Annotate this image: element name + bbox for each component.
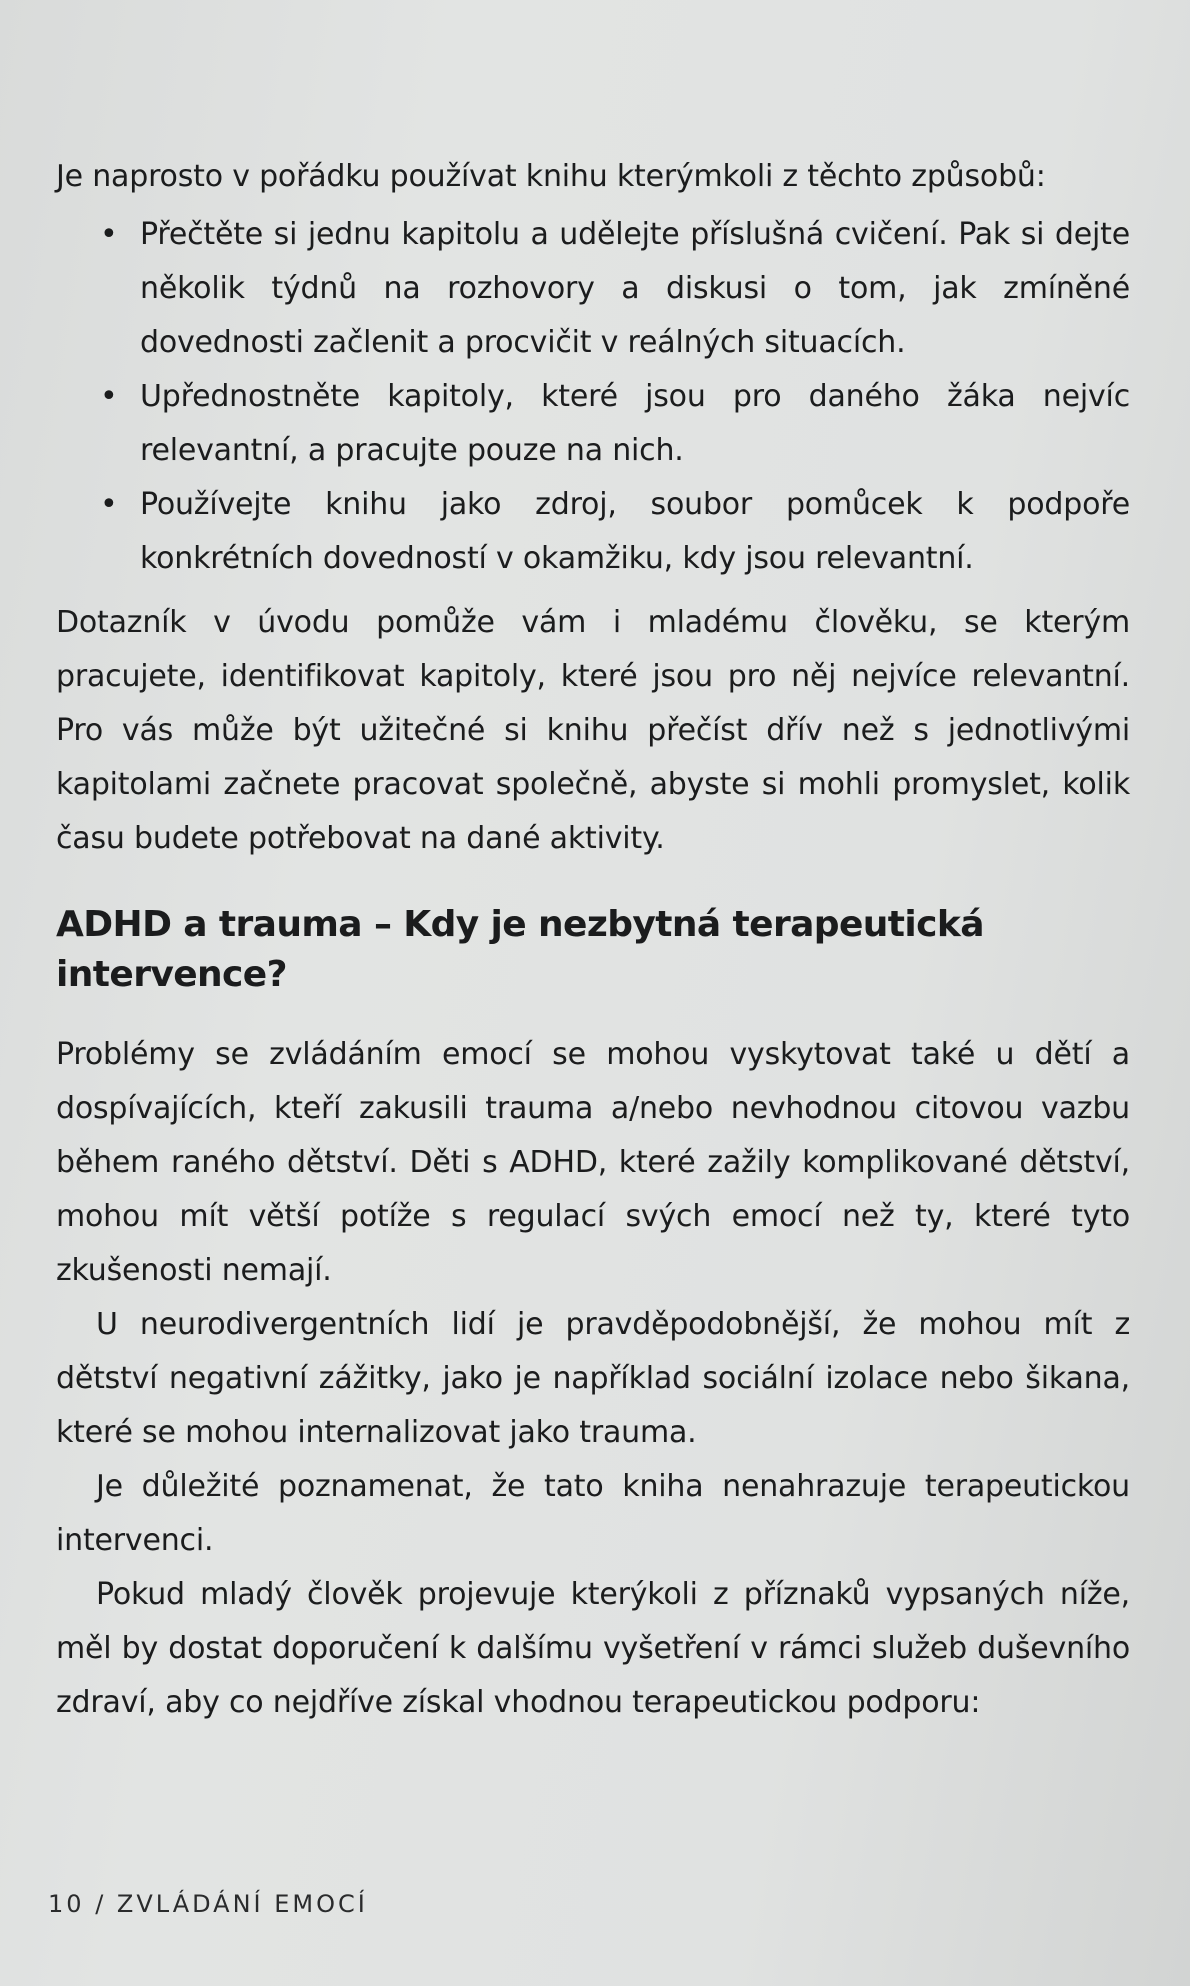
intro-sentence: Je naprosto v pořádku používat knihu kterýmkoli z těchto způsobů: (56, 159, 1046, 194)
section-heading: ADHD a trauma – Kdy je nezbytná terapeutická intervence? (56, 904, 984, 995)
list-item-text: Přečtěte si jednu kapitolu a udělejte příslušná cvičení. Pak si dejte několik týdnů na rozhovory a diskusi o tom, jak zmíněné dovednosti začlenit a procvičit v reálných situacích. (140, 217, 1130, 360)
section-paragraph: Je důležité poznamenat, že tato kniha nenahrazuje terapeutickou intervenci. (56, 1469, 1130, 1558)
running-title: ZVLÁDÁNÍ EMOCÍ (116, 1890, 368, 1918)
bullet-icon: • (100, 379, 118, 414)
section-paragraph: U neurodivergentních lidí je pravděpodobnější, že mohou mít z dětství negativní zážitky, jako je například sociální izolace nebo šikana, které se mohou internalizovat jako trauma. (56, 1307, 1130, 1450)
section-paragraph: Pokud mladý člověk projevuje kterýkoli z příznaků vypsaných níže, měl by dostat doporučení k dalšímu vyšetření v rámci služeb duševního zdraví, aby co nejdříve získal vhodnou terapeutickou podporu: (56, 1577, 1130, 1720)
page-footer (48, 1890, 368, 1918)
bullet-icon: • (100, 217, 118, 252)
usage-options-list (56, 208, 1130, 586)
list-item (100, 208, 1130, 370)
list-item-text: Upřednostněte kapitoly, které jsou pro daného žáka nejvíc relevantní, a pracujte pouze na nich. (140, 379, 1130, 468)
list-item-text: Používejte knihu jako zdroj, soubor pomůcek k podpoře konkrétních dovedností v okamžiku, kdy jsou relevantní. (140, 487, 1130, 576)
questionnaire-paragraph: Dotazník v úvodu pomůže vám i mladému člověku, se kterým pracujete, identifikovat kapitoly, které jsou pro něj nejvíce relevantní. Pro vás může být užitečné si knihu přečíst dřív než s jednotlivými kapitolami začnete pracovat společně, abyste si mohli promyslet, kolik času budete potřebovat na dané aktivity. (56, 605, 1130, 856)
page-number: 10 (48, 1890, 85, 1918)
footer-separator: / (95, 1890, 107, 1918)
list-item (100, 478, 1130, 586)
list-item (100, 370, 1130, 478)
page-content (56, 150, 1130, 1730)
bullet-icon: • (100, 487, 118, 522)
section-paragraph: Problémy se zvládáním emocí se mohou vyskytovat také u dětí a dospívajících, kteří zakusili trauma a/nebo nevhodnou citovou vazbu během raného dětství. Děti s ADHD, které zažily komplikované dětství, mohou mít větší potíže s regulací svých emocí než ty, které tyto zkušenosti nemají. (56, 1037, 1130, 1288)
